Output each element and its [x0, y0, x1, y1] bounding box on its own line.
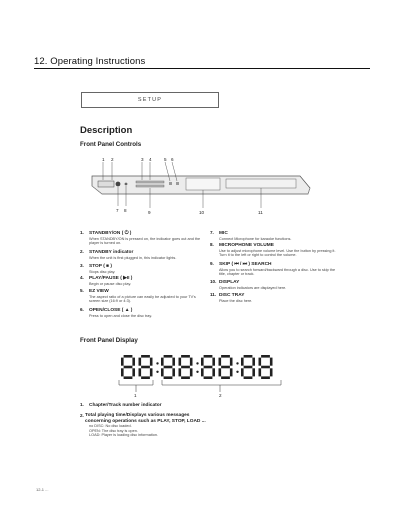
display-colon-dot — [236, 371, 238, 373]
display-segment — [219, 368, 222, 376]
control-item-stop: 3. STOP ( ■ ) Stops disc play. — [80, 263, 116, 274]
section-title: 12. Operating Instructions — [34, 56, 146, 67]
callout-5: 5 — [164, 157, 167, 162]
setup-tab: SETUP — [81, 92, 219, 108]
display-segment — [270, 358, 273, 366]
display-digit — [241, 355, 255, 379]
display-colon-dot — [236, 362, 238, 364]
display-segment — [132, 368, 135, 376]
display-segment — [179, 358, 182, 366]
callout-10: 10 — [199, 210, 205, 215]
display-segment — [150, 358, 153, 366]
display-segment — [139, 358, 142, 366]
display-segment — [230, 368, 233, 376]
display-segment — [121, 358, 124, 366]
display-callout-1: 1 — [134, 393, 137, 398]
display-segment — [150, 368, 153, 376]
display-segment — [139, 368, 142, 376]
front-panel-controls-heading: Front Panel Controls — [80, 141, 142, 148]
display-segment — [124, 366, 133, 369]
display-segment — [212, 358, 215, 366]
display-segment — [161, 358, 164, 366]
display-segment — [270, 368, 273, 376]
display-segment — [201, 368, 204, 376]
callout-9: 9 — [148, 210, 151, 215]
display-digit — [121, 355, 135, 379]
display-segment — [190, 368, 193, 376]
display-segment — [121, 368, 124, 376]
display-segment — [164, 366, 173, 369]
display-segment — [244, 366, 253, 369]
dvd-player-front-illustration — [88, 162, 328, 222]
callout-11: 11 — [258, 210, 263, 215]
header-rule — [34, 68, 370, 69]
display-segment — [179, 368, 182, 376]
display-segment — [252, 368, 255, 376]
display-segment — [261, 366, 270, 369]
display-segment — [252, 358, 255, 366]
display-segment — [172, 368, 175, 376]
display-item-total-playing-time: 2. Total playing time/Displays various messages concerning operations such as PLAY, STOP, LOAD ... no DISC: No disc loaded. OPEN: The disc tray is open. LOAD: Player is loading disc information. — [80, 413, 206, 438]
control-item-ez-view: 5. EZ VIEW The aspect ratio of a picture can easily be adjusted to your TV's screen size (16:9 or 4:3). — [80, 288, 196, 304]
callout-3: 3 — [141, 157, 144, 162]
display-digit — [201, 355, 215, 379]
control-item-disc-tray: 11. DISC TRAY Place the disc here. — [210, 292, 253, 303]
display-segment — [241, 368, 244, 376]
display-segment — [161, 368, 164, 376]
display-segment — [181, 366, 190, 369]
display-segment — [141, 366, 150, 369]
display-segment — [221, 366, 230, 369]
display-colon-dot — [156, 371, 158, 373]
control-item-mic: 7. MIC Connect Microphone for karaoke functions. — [210, 230, 292, 241]
callout-4: 4 — [149, 157, 152, 162]
display-segment — [204, 366, 213, 369]
display-colon-dot — [156, 362, 158, 364]
display-colon-dot — [196, 362, 198, 364]
control-item-display: 10. DISPLAY Operation indicators are displayed here. — [210, 279, 287, 290]
callout-2: 2 — [111, 157, 114, 162]
control-item-open-close: 6. OPEN/CLOSE ( ▲ ) Press to open and close the disc tray. — [80, 307, 153, 318]
display-digit — [219, 355, 233, 379]
display-segment — [201, 358, 204, 366]
front-panel-display-heading: Front Panel Display — [80, 337, 138, 344]
display-digit — [259, 355, 273, 379]
display-segment — [190, 358, 193, 366]
page-footer: 12-1 ... — [36, 487, 49, 492]
display-digit — [161, 355, 175, 379]
display-segment — [181, 355, 190, 358]
display-segment — [219, 358, 222, 366]
display-segment — [204, 355, 213, 358]
description-heading: Description — [80, 125, 133, 136]
display-segment — [132, 358, 135, 366]
display-segment — [244, 355, 253, 358]
display-segment — [221, 355, 230, 358]
display-segment — [259, 358, 262, 366]
display-segment — [172, 358, 175, 366]
display-segment — [124, 355, 133, 358]
control-item-standby-on: 1. STANDBY/ON ( ⏻ ) When STANDBY/ON is pressed on, the indicator goes out and the player is turned on. — [80, 230, 201, 246]
display-digit — [179, 355, 193, 379]
display-segment — [164, 355, 173, 358]
display-segment — [261, 355, 270, 358]
control-item-standby-indicator: 2. STANDBY indicator When the unit is first plugged in, this indicator lights. — [80, 249, 177, 260]
display-segment — [141, 355, 150, 358]
display-segment — [230, 358, 233, 366]
control-item-skip-search: 9. SKIP ( ⏮ / ⏭ ) SEARCH Allow you to search forward/backward through a disc. Use to skip the title, chapter or track. — [210, 261, 336, 277]
control-item-play-pause: 4. PLAY/PAUSE ( ▶II ) Begin or pause disc play. — [80, 275, 133, 286]
callout-1: 1 — [102, 157, 105, 162]
display-digit — [139, 355, 153, 379]
callout-8: 8 — [124, 208, 127, 213]
callout-7: 7 — [116, 208, 119, 213]
display-colon-dot — [196, 371, 198, 373]
display-callout-2: 2 — [219, 393, 222, 398]
display-segment — [212, 368, 215, 376]
display-segment — [241, 358, 244, 366]
display-item-chapter-track: 1. Chapter/Track number indicator — [80, 402, 162, 408]
callout-6: 6 — [171, 157, 174, 162]
control-item-microphone-volume: 8. MICROPHONE VOLUME Use to adjust microphone volume level. Use the button by pressing it. Turn it to the left or right to control the volume. — [210, 242, 336, 258]
display-segment — [259, 368, 262, 376]
